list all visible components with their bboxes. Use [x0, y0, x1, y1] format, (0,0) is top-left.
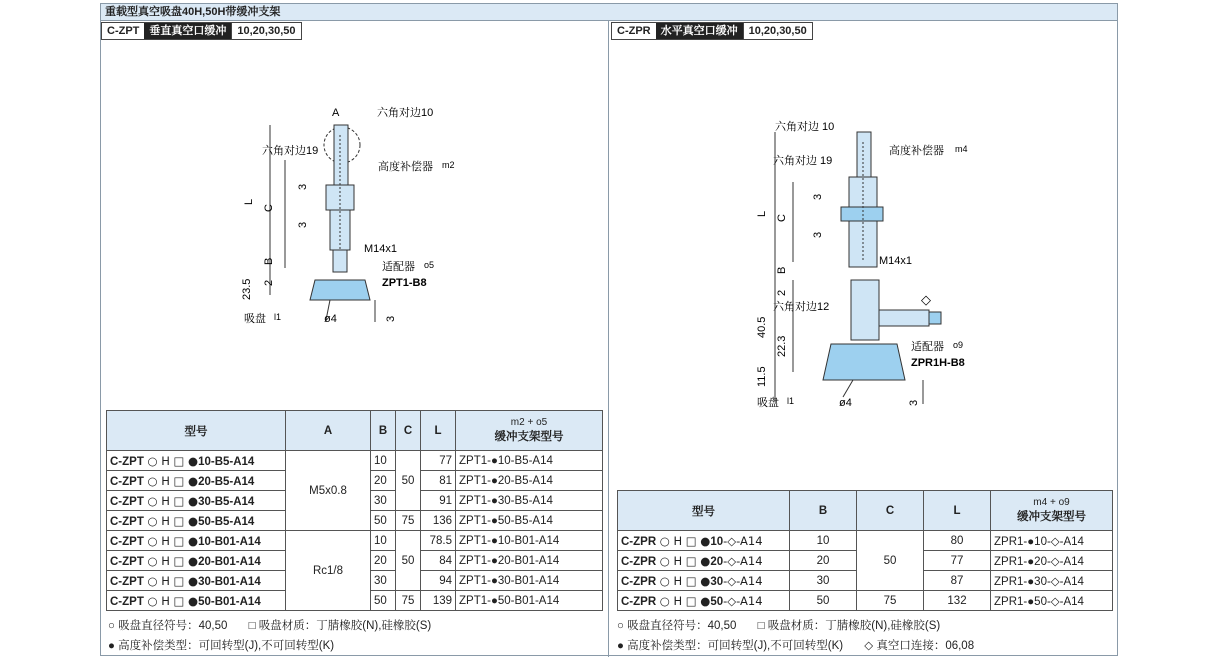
- left-height-comp-label: 高度补偿器: [378, 161, 433, 173]
- model-symbols: ○ H □ ●: [143, 513, 199, 528]
- model-suffix: 20-B01-A14: [198, 555, 261, 568]
- left-dim-l: L: [243, 198, 255, 205]
- right-series-code: C-ZPR: [612, 23, 656, 39]
- bracket-cell: ZPT1-●30-B01-A14: [456, 571, 603, 591]
- model-cell: [618, 591, 790, 611]
- bracket-cell: ZPT1-●10-B5-A14: [456, 451, 603, 471]
- right-dim-115: 11.5: [756, 366, 768, 387]
- left-pad-label: 吸盘: [244, 313, 266, 325]
- right-col-bracket-label: 缓冲支架型号: [1017, 511, 1086, 523]
- b-cell: 10: [790, 531, 857, 551]
- bracket-cell: ZPT1-●20-B01-A14: [456, 551, 603, 571]
- right-dim-3a: 3: [812, 193, 824, 200]
- left-dim-3c: 3: [385, 315, 397, 322]
- model-prefix: C-ZPR: [621, 595, 657, 608]
- l-cell: 81: [421, 471, 456, 491]
- right-note-diameter: ○ 吸盘直径符号：40,50: [617, 620, 737, 632]
- table-row: [107, 531, 603, 551]
- right-note-vacuum-port: ◇ 真空口连接：06,08: [864, 640, 975, 652]
- bracket-cell: ZPT1-●20-B5-A14: [456, 471, 603, 491]
- left-adapter-badge: o5: [424, 260, 435, 270]
- left-thread-label: M14x1: [364, 243, 398, 255]
- model-symbols: ○ H □ ●: [143, 553, 199, 568]
- bracket-cell: ZPT1-●10-B01-A14: [456, 531, 603, 551]
- model-prefix: C-ZPR: [621, 555, 657, 568]
- model-cell: [618, 571, 790, 591]
- left-col-a: A: [286, 411, 371, 451]
- left-dim-3b: 3: [297, 221, 309, 228]
- model-cell: [107, 491, 286, 511]
- left-note-diameter: ○ 吸盘直径符号：40,50: [108, 620, 228, 632]
- left-dim-3a: 3: [297, 183, 309, 190]
- model-prefix: C-ZPT: [110, 595, 144, 608]
- right-dia-label: ø4: [839, 397, 852, 409]
- page-title: 重载型真空吸盘40H,50H带缓冲支架: [100, 3, 1118, 21]
- bracket-cell: ZPR1-●50-◇-A14: [991, 591, 1113, 611]
- table-row: [618, 591, 1113, 611]
- right-adapter-model: ZPR1H-B8: [911, 357, 965, 369]
- right-dim-2: 2: [776, 289, 788, 296]
- right-spec-table: [617, 490, 1113, 611]
- left-col-bracket-badges: m2 + o5: [510, 417, 548, 428]
- model-tail: -◇-A14: [723, 573, 763, 588]
- b-cell: 10: [371, 451, 396, 471]
- model-symbols: ○ H □ ●: [143, 493, 199, 508]
- model-symbols: ○ H □ ●: [143, 473, 199, 488]
- c-cell: 75: [857, 591, 924, 611]
- section-divider: [608, 21, 609, 657]
- left-notes: [108, 616, 449, 656]
- left-spec-table: [106, 410, 603, 611]
- l-cell: 80: [924, 531, 991, 551]
- model-tail: -◇-A14: [723, 593, 763, 608]
- left-dim-2: 2: [263, 279, 275, 286]
- b-cell: 30: [371, 491, 396, 511]
- l-cell: 136: [421, 511, 456, 531]
- l-cell: 94: [421, 571, 456, 591]
- right-hex-top-label: 六角对边 10: [775, 121, 835, 133]
- right-adapter-label: 适配器: [911, 341, 944, 353]
- left-dia-label: ø4: [324, 313, 337, 325]
- right-note-material: □ 吸盘材质：丁腈橡胶(N),硅橡胶(S): [757, 620, 941, 632]
- right-dim-l: L: [756, 210, 768, 217]
- model-tail: -◇-A14: [723, 553, 763, 568]
- l-cell: 84: [421, 551, 456, 571]
- model-number: 10: [710, 535, 724, 548]
- bracket-cell: ZPR1-●10-◇-A14: [991, 531, 1113, 551]
- right-col-model: 型号: [618, 491, 790, 531]
- model-prefix: C-ZPT: [110, 495, 144, 508]
- table-row: [618, 531, 1113, 551]
- l-cell: 78.5: [421, 531, 456, 551]
- right-col-bracket: [991, 491, 1113, 531]
- model-symbols: ○ H □ ●: [143, 453, 199, 468]
- model-number: 20: [710, 555, 724, 568]
- right-dim-b: B: [776, 266, 788, 274]
- a-cell: M5x0.8: [286, 451, 371, 531]
- model-suffix: 50-B01-A14: [198, 595, 261, 608]
- left-dim-235: 23.5: [241, 278, 253, 300]
- left-hex-top-label: 六角对边10: [377, 107, 434, 119]
- right-series-name: 水平真空口缓冲: [656, 23, 743, 39]
- right-col-c: C: [857, 491, 924, 531]
- right-dim-c: C: [776, 214, 788, 222]
- c-cell: 50: [396, 451, 421, 511]
- b-cell: 50: [790, 591, 857, 611]
- left-series-header: [101, 22, 302, 40]
- model-suffix: 20-B5-A14: [198, 475, 255, 488]
- l-cell: 87: [924, 571, 991, 591]
- right-dim-3c: 3: [908, 399, 920, 406]
- b-cell: 50: [371, 591, 396, 611]
- right-dim-405: 40.5: [756, 316, 768, 338]
- right-col-l: L: [924, 491, 991, 531]
- left-pad-badge: l1: [274, 312, 282, 322]
- left-col-l: L: [421, 411, 456, 451]
- right-thread-label: M14x1: [879, 255, 913, 267]
- model-cell: [618, 531, 790, 551]
- left-col-c: C: [396, 411, 421, 451]
- model-number: 50: [710, 595, 724, 608]
- bracket-cell: ZPR1-●30-◇-A14: [991, 571, 1113, 591]
- model-number: 30: [710, 575, 724, 588]
- right-series-sizes: 10,20,30,50: [743, 23, 812, 39]
- right-notes: [617, 616, 992, 656]
- left-col-model: 型号: [107, 411, 286, 451]
- model-cell: [618, 551, 790, 571]
- l-cell: 139: [421, 591, 456, 611]
- right-dim-3b: 3: [812, 231, 824, 238]
- left-dim-a: A: [332, 107, 340, 119]
- bracket-cell: ZPT1-●50-B5-A14: [456, 511, 603, 531]
- b-cell: 30: [790, 571, 857, 591]
- right-note-comp-type: ● 高度补偿类型：可回转型(J),不可回转型(K): [617, 640, 844, 652]
- left-note-comp-type: ● 高度补偿类型：可回转型(J),不可回转型(K): [108, 640, 335, 652]
- model-cell: [107, 551, 286, 571]
- c-cell: 50: [396, 531, 421, 591]
- right-height-comp-label: 高度补偿器: [889, 145, 944, 157]
- left-series-name: 垂直真空口缓冲: [144, 23, 231, 39]
- model-cell: [107, 471, 286, 491]
- model-cell: [107, 531, 286, 551]
- model-symbols: ○ H □ ●: [143, 593, 199, 608]
- left-adapter-model: ZPT1-B8: [382, 277, 427, 289]
- b-cell: 20: [790, 551, 857, 571]
- right-adapter-badge: o9: [953, 340, 964, 350]
- model-symbols: ○ H □ ●: [656, 533, 711, 548]
- model-suffix: 50-B5-A14: [198, 515, 255, 528]
- left-series-sizes: 10,20,30,50: [231, 23, 300, 39]
- b-cell: 20: [371, 471, 396, 491]
- right-col-b: B: [790, 491, 857, 531]
- bracket-cell: ZPT1-●30-B5-A14: [456, 491, 603, 511]
- l-cell: 91: [421, 491, 456, 511]
- c-cell: 50: [857, 531, 924, 591]
- model-suffix: 10-B01-A14: [198, 535, 261, 548]
- model-prefix: C-ZPT: [110, 575, 144, 588]
- b-cell: 50: [371, 511, 396, 531]
- left-col-b: B: [371, 411, 396, 451]
- right-dim-223: 22.3: [776, 335, 788, 357]
- model-suffix: 30-B5-A14: [198, 495, 255, 508]
- b-cell: 10: [371, 531, 396, 551]
- model-cell: [107, 511, 286, 531]
- left-technical-drawing: [230, 100, 460, 330]
- right-diamond-mark: ◇: [921, 292, 931, 307]
- right-col-bracket-badges: m4 + o9: [1033, 497, 1070, 508]
- c-cell: 75: [396, 591, 421, 611]
- model-prefix: C-ZPT: [110, 535, 144, 548]
- model-suffix: 10-B5-A14: [198, 455, 255, 468]
- model-symbols: ○ H □ ●: [656, 553, 711, 568]
- right-hex-low-label: 六角对边12: [773, 301, 830, 313]
- bracket-cell: ZPT1-●50-B01-A14: [456, 591, 603, 611]
- a-cell: Rc1/8: [286, 531, 371, 611]
- model-prefix: C-ZPT: [110, 455, 144, 468]
- left-col-bracket-label: 缓冲支架型号: [494, 431, 564, 443]
- model-cell: [107, 451, 286, 471]
- right-hex-mid-label: 六角对边 19: [773, 155, 833, 167]
- model-symbols: ○ H □ ●: [656, 593, 711, 608]
- b-cell: 20: [371, 551, 396, 571]
- left-series-code: C-ZPT: [102, 23, 144, 39]
- c-cell: 75: [396, 511, 421, 531]
- table-row: [107, 451, 603, 471]
- left-adapter-label: 适配器: [382, 261, 415, 273]
- model-suffix: 30-B01-A14: [198, 575, 261, 588]
- model-cell: [107, 591, 286, 611]
- l-cell: 132: [924, 591, 991, 611]
- model-prefix: C-ZPT: [110, 475, 144, 488]
- model-symbols: ○ H □ ●: [143, 573, 199, 588]
- l-cell: 77: [924, 551, 991, 571]
- model-tail: -◇-A14: [723, 533, 763, 548]
- model-prefix: C-ZPT: [110, 555, 144, 568]
- right-pad-label: 吸盘: [757, 397, 779, 409]
- left-col-bracket: [456, 411, 603, 451]
- model-symbols: ○ H □ ●: [656, 573, 711, 588]
- model-prefix: C-ZPR: [621, 535, 657, 548]
- model-cell: [107, 571, 286, 591]
- right-height-comp-badge: m4: [955, 144, 968, 154]
- right-technical-drawing: [745, 112, 985, 412]
- left-height-comp-badge: m2: [442, 160, 455, 170]
- model-prefix: C-ZPR: [621, 575, 657, 588]
- left-hex-mid-label: 六角对边19: [262, 145, 319, 157]
- right-series-header: [611, 22, 813, 40]
- bracket-cell: ZPR1-●20-◇-A14: [991, 551, 1113, 571]
- model-prefix: C-ZPT: [110, 515, 144, 528]
- l-cell: 77: [421, 451, 456, 471]
- b-cell: 30: [371, 571, 396, 591]
- model-symbols: ○ H □ ●: [143, 533, 199, 548]
- right-pad-badge: l1: [787, 396, 795, 406]
- left-dim-b: B: [263, 257, 275, 265]
- left-note-material: □ 吸盘材质：丁腈橡胶(N),硅橡胶(S): [248, 620, 432, 632]
- left-dim-c: C: [263, 204, 275, 212]
